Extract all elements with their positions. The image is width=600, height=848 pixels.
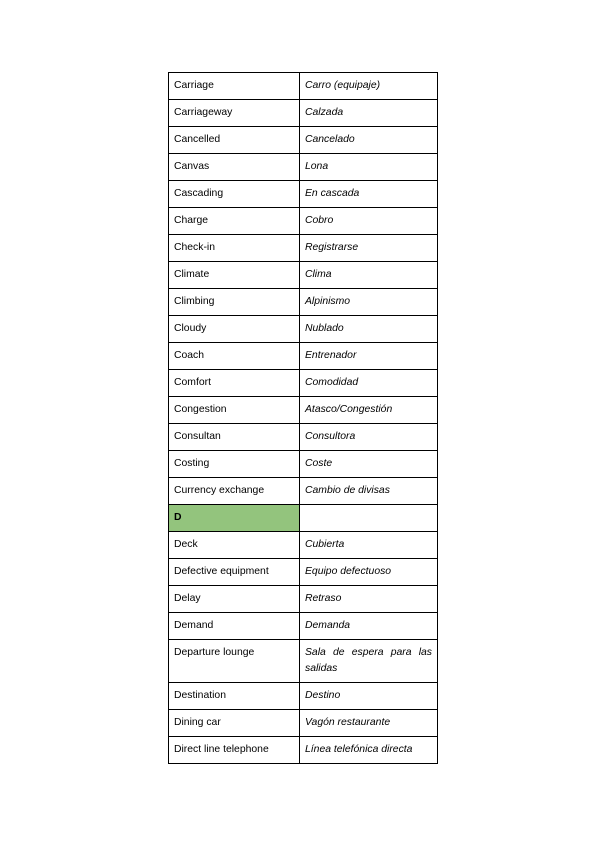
spanish-translation: Lona (300, 154, 438, 181)
english-term: Destination (169, 683, 300, 710)
english-term: Carriageway (169, 100, 300, 127)
spanish-translation: Cambio de divisas (300, 478, 438, 505)
english-term: Currency exchange (169, 478, 300, 505)
english-term: Cloudy (169, 316, 300, 343)
spanish-translation: Retraso (300, 586, 438, 613)
spanish-translation: Línea telefónica directa (300, 737, 438, 764)
glossary-row (169, 737, 438, 764)
english-term: Comfort (169, 370, 300, 397)
english-term: Charge (169, 208, 300, 235)
glossary-row (169, 532, 438, 559)
spanish-translation: Demanda (300, 613, 438, 640)
spanish-translation: Clima (300, 262, 438, 289)
english-term: Climbing (169, 289, 300, 316)
glossary-row (169, 73, 438, 100)
english-term: Consultan (169, 424, 300, 451)
english-term: Deck (169, 532, 300, 559)
spanish-translation: Atasco/Congestión (300, 397, 438, 424)
glossary-row (169, 370, 438, 397)
english-term: Coach (169, 343, 300, 370)
spanish-translation: Registrarse (300, 235, 438, 262)
english-term: Demand (169, 613, 300, 640)
english-term: Climate (169, 262, 300, 289)
spanish-translation: Carro (equipaje) (300, 73, 438, 100)
glossary-row (169, 127, 438, 154)
spanish-translation: Consultora (300, 424, 438, 451)
glossary-table (168, 72, 438, 764)
glossary-row (169, 613, 438, 640)
spanish-translation: Sala de espera para las salidas (300, 640, 438, 683)
spanish-translation: Equipo defectuoso (300, 559, 438, 586)
glossary-row (169, 640, 438, 683)
spanish-translation: Cobro (300, 208, 438, 235)
spanish-translation: Comodidad (300, 370, 438, 397)
english-term: Canvas (169, 154, 300, 181)
spanish-translation: Cancelado (300, 127, 438, 154)
spanish-translation: Nublado (300, 316, 438, 343)
english-term: Cascading (169, 181, 300, 208)
glossary-row (169, 208, 438, 235)
glossary-row (169, 100, 438, 127)
spanish-translation: Calzada (300, 100, 438, 127)
section-letter: D (169, 505, 300, 532)
glossary-row (169, 683, 438, 710)
glossary-row (169, 710, 438, 737)
english-term: Defective equipment (169, 559, 300, 586)
glossary-row (169, 397, 438, 424)
glossary-row (169, 235, 438, 262)
spanish-translation: Cubierta (300, 532, 438, 559)
english-term: Delay (169, 586, 300, 613)
english-term: Departure lounge (169, 640, 300, 683)
glossary-row (169, 181, 438, 208)
english-term: Costing (169, 451, 300, 478)
english-term: Check-in (169, 235, 300, 262)
glossary-row (169, 451, 438, 478)
glossary-row (169, 316, 438, 343)
glossary-table-body (169, 73, 438, 764)
english-term: Dining car (169, 710, 300, 737)
spanish-translation: Destino (300, 683, 438, 710)
glossary-row (169, 262, 438, 289)
spanish-translation: Coste (300, 451, 438, 478)
glossary-row (169, 343, 438, 370)
english-term: Direct line telephone (169, 737, 300, 764)
english-term: Carriage (169, 73, 300, 100)
spanish-translation: Vagón restaurante (300, 710, 438, 737)
glossary-row (169, 586, 438, 613)
glossary-row (169, 289, 438, 316)
section-header-row (169, 505, 438, 532)
spanish-translation: En cascada (300, 181, 438, 208)
english-term: Cancelled (169, 127, 300, 154)
english-term: Congestion (169, 397, 300, 424)
spanish-translation: Entrenador (300, 343, 438, 370)
glossary-row (169, 424, 438, 451)
glossary-row (169, 559, 438, 586)
glossary-row (169, 154, 438, 181)
spanish-translation: Alpinismo (300, 289, 438, 316)
glossary-row (169, 478, 438, 505)
section-empty-cell (300, 505, 438, 532)
